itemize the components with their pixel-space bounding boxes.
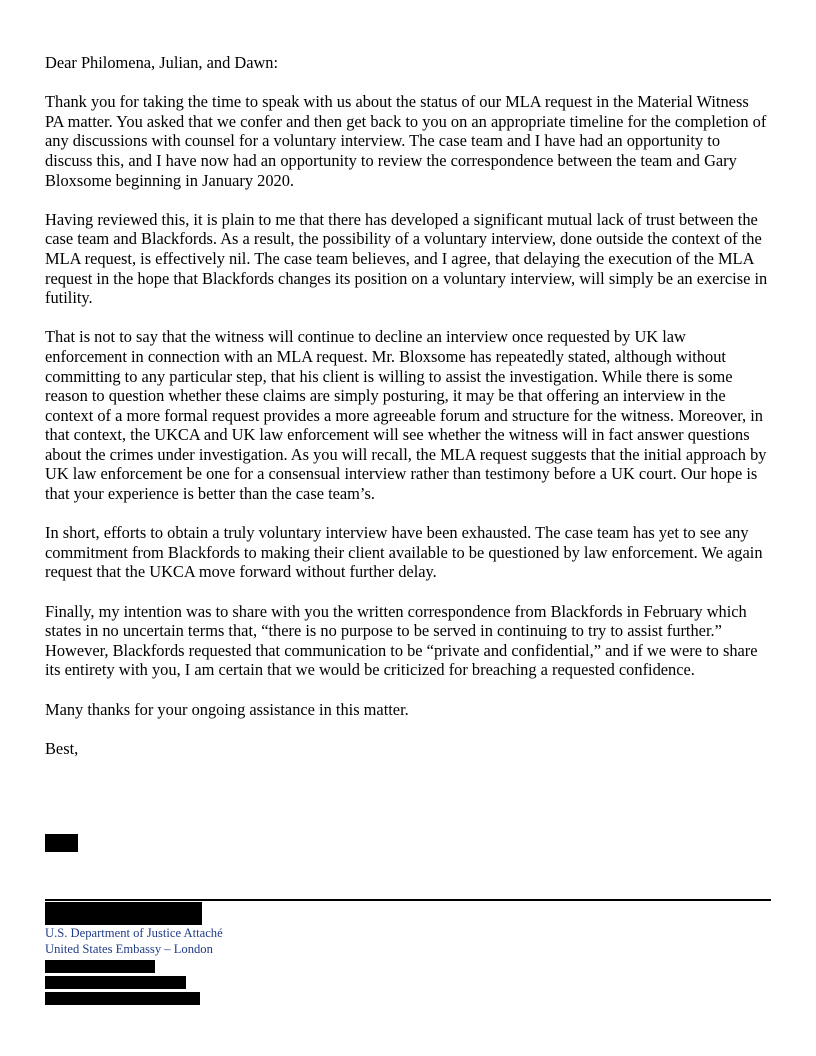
signature-divider	[45, 899, 771, 901]
letter-body	[45, 53, 771, 778]
paragraph-witness: That is not to say that the witness will continue to decline an interview once requested by UK law enforcement in connection with an MLA request. Mr. Bloxsome has repeatedly stated, although without committing to any particular step, that his client is willing to assist the investigation. While there is some reason to question whether these claims are simply posturing, it may be that offering an interview in the context of a more formal request provides a more agreeable forum and structure for the witness. Moreover, in that context, the UKCA and UK law enforcement will see whether the witness will in fact answer questions about the crimes under investigation. As you will recall, the MLA request suggests that the initial approach by UK law enforcement be one for a consensual interview rather than testimony before a UK court. Our hope is that your experience is better than the case team’s.	[45, 327, 767, 504]
redacted-contact-line-2	[45, 976, 186, 989]
closing: Best,	[45, 738, 79, 758]
signature-title: U.S. Department of Justice Attaché	[45, 926, 223, 940]
paragraph-status: Thank you for taking the time to speak with us about the status of our MLA request in the Material Witness PA matter. You asked that we confer and then get back to you on an appropriate timeline for the completion of any discussions with counsel for a voluntary interview. The case team and I have had an opportunity to discuss this, and I have now had an opportunity to review the correspondence between the team and Gary Bloxsome beginning in January 2020.	[45, 92, 767, 190]
paragraph-trust: Having reviewed this, it is plain to me that there has developed a significant mutual lack of trust between the case team and Blackfords. As a result, the possibility of a voluntary interview, done outside the context of the MLA request, is effectively nil. The case team believes, and I agree, that delaying the execution of the MLA request in the hope that Blackfords changes its position on a voluntary interview, will simply be an exercise in futility.	[45, 209, 768, 308]
salutation: Dear Philomena, Julian, and Dawn:	[45, 53, 279, 72]
paragraph-thanks: Many thanks for your ongoing assistance in this matter.	[45, 699, 409, 719]
paragraph-correspondence: Finally, my intention was to share with you the written correspondence from Blackfords in February which states in no uncertain terms that, “there is no purpose to be served in continuing to try to assist further.” However, Blackfords requested that communication to be “private and confidential,” and if we were to share its entirety with you, I am certain that we would be criticized for breaching a requested confidence.	[45, 601, 758, 680]
redacted-contact-line-1	[45, 960, 155, 973]
signature-office: United States Embassy – London	[45, 942, 213, 956]
redacted-sender-name	[45, 902, 202, 925]
paragraph-exhausted: In short, efforts to obtain a truly voluntary interview have been exhausted. The case team has yet to see any commitment from Blackfords to making their client available to be questioned by law enforcement. We again request that the UKCA move forward without further delay.	[45, 523, 763, 582]
redacted-contact-line-3	[45, 992, 200, 1005]
redacted-signer-name	[45, 834, 78, 852]
